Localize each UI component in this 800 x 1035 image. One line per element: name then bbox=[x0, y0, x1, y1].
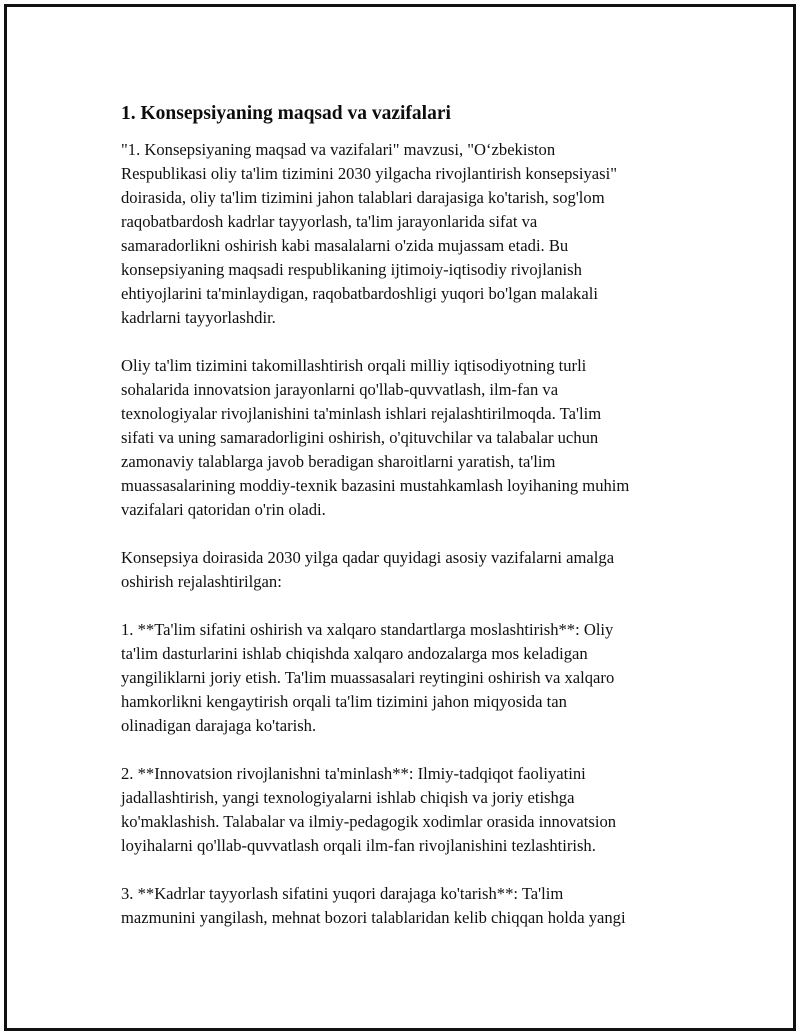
text-line: hamkorlikni kengaytirish orqali ta'lim tizimini jahon miqyosida tan bbox=[121, 692, 567, 711]
text-line: oshirish rejalashtirilgan: bbox=[121, 572, 282, 591]
text-line: jadallashtirish, yangi texnologiyalarni ishlab chiqish va joriy etishga bbox=[121, 788, 575, 807]
text-line: doirasida, oliy ta'lim tizimini jahon talablari darajasiga ko'tarish, sog'lom bbox=[121, 188, 605, 207]
text-line: olinadigan darajaga ko'tarish. bbox=[121, 716, 317, 735]
paragraphs-container bbox=[121, 138, 693, 930]
text-line: sohalarida innovatsion jarayonlarni qo'llab-quvvatlash, ilm-fan va bbox=[121, 380, 559, 399]
paragraph bbox=[121, 762, 693, 858]
text-line: muassasalarining moddiy-texnik bazasini mustahkamlash loyihaning muhim bbox=[121, 476, 630, 495]
page-title: 1. Konsepsiyaning maqsad va vazifalari bbox=[121, 103, 451, 124]
text-line: sifati va uning samaradorligini oshirish, o'qituvchilar va talabalar uchun bbox=[121, 428, 599, 447]
text-line: raqobatbardosh kadrlar tayyorlash, ta'lim jarayonlarida sifat va bbox=[121, 212, 538, 231]
text-line: 2. **Innovatsion rivojlanishni ta'minlash**: Ilmiy-tadqiqot faoliyatini bbox=[121, 764, 586, 783]
text-line: kadrlarni tayyorlashdir. bbox=[121, 308, 276, 327]
paragraph bbox=[121, 138, 693, 330]
text-line: Konsepsiya doirasida 2030 yilga qadar quyidagi asosiy vazifalarni amalga bbox=[121, 548, 615, 567]
paragraph bbox=[121, 546, 693, 594]
text-line: Oliy ta'lim tizimini takomillashtirish orqali milliy iqtisodiyotning turli bbox=[121, 356, 587, 375]
paragraph bbox=[121, 618, 693, 738]
paragraph bbox=[121, 354, 693, 522]
paragraph bbox=[121, 882, 693, 930]
text-line: konsepsiyaning maqsadi respublikaning ijtimoiy-iqtisodiy rivojlanish bbox=[121, 260, 582, 279]
text-line: "1. Konsepsiyaning maqsad va vazifalari" mavzusi, "O‘zbekiston bbox=[121, 140, 556, 159]
text-line: 3. **Kadrlar tayyorlash sifatini yuqori darajaga ko'tarish**: Ta'lim bbox=[121, 884, 564, 903]
text-line: ehtiyojlarini ta'minlaydigan, raqobatbardoshligi yuqori bo'lgan malakali bbox=[121, 284, 598, 303]
page-frame bbox=[4, 4, 796, 1031]
text-line: yangiliklarni joriy etish. Ta'lim muassasalari reytingini oshirish va xalqaro bbox=[121, 668, 615, 687]
text-line: loyihalarni qo'llab-quvvatlash orqali ilm-fan rivojlanishini tezlashtirish. bbox=[121, 836, 596, 855]
text-line: vazifalari qatoridan o'rin oladi. bbox=[121, 500, 326, 519]
text-line: mazmunini yangilash, mehnat bozori talablaridan kelib chiqqan holda yangi bbox=[121, 908, 626, 927]
text-line: ta'lim dasturlarini ishlab chiqishda xalqaro andozalarga mos keladigan bbox=[121, 644, 588, 663]
text-line: ko'maklashish. Talabalar va ilmiy-pedagogik xodimlar orasida innovatsion bbox=[121, 812, 617, 831]
text-line: 1. **Ta'lim sifatini oshirish va xalqaro standartlarga moslashtirish**: Oliy bbox=[121, 620, 614, 639]
text-line: samaradorlikni oshirish kabi masalalarni o'zida mujassam etadi. Bu bbox=[121, 236, 569, 255]
text-line: Respublikasi oliy ta'lim tizimini 2030 yilgacha rivojlantirish konsepsiyasi" bbox=[121, 164, 617, 183]
text-line: zamonaviy talablarga javob beradigan sharoitlarni yaratish, ta'lim bbox=[121, 452, 556, 471]
text-line: texnologiyalar rivojlanishini ta'minlash ishlari rejalashtirilmoqda. Ta'lim bbox=[121, 404, 602, 423]
document-body bbox=[121, 101, 693, 954]
